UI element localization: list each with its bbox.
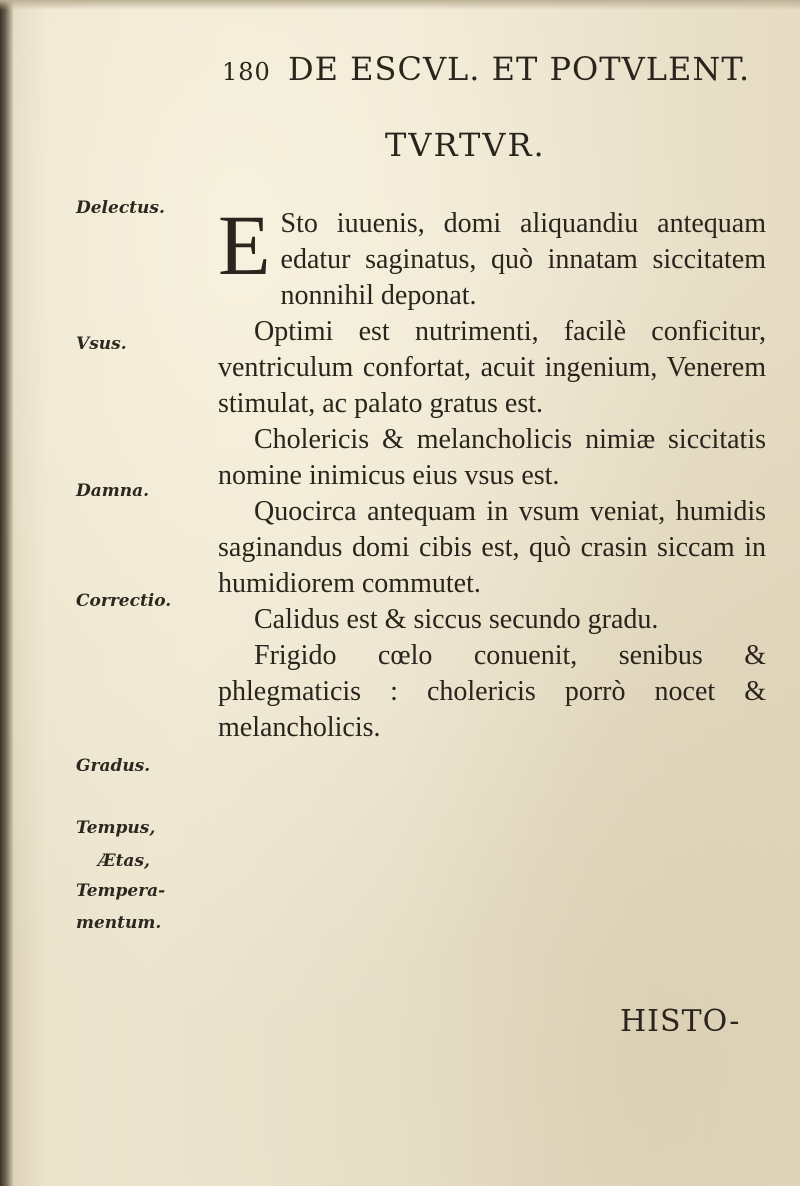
margin-note-damna: Damna. [76, 481, 150, 501]
margin-note-tempus: Tempus, [76, 818, 156, 838]
drop-cap-initial: E [218, 197, 271, 293]
margin-note-delectus: Delectus. [76, 198, 165, 218]
margin-note-usus: Vsus. [76, 334, 127, 354]
paragraph-gradus: Calidus est & siccus secundo gradu. [254, 604, 659, 635]
main-text [218, 197, 766, 746]
margin-note-temperamentum-1: Tempera- [76, 881, 166, 901]
margin-note-aetas: Ætas, [98, 851, 150, 871]
paragraph-tempus: Frigido cœlo conuenit, senibus & phlegmaticis : cholericis porrò nocet & melancholicis. [218, 640, 766, 743]
margin-note-gradus: Gradus. [76, 756, 151, 776]
paragraph-correctio: Quocirca antequam in vsum veniat, humidis saginandus domi cibis est, quò crasin siccam in humidiorem commutet. [218, 496, 766, 599]
paragraph-delectus-text: Sto iuuenis, domi aliquandiu antequam edatur saginatus, quò innatam siccitatem nonnihil deponat. [280, 208, 766, 311]
paragraph-damna: Cholericis & melancholicis nimiæ siccitatis nomine inimicus eius vsus est. [218, 424, 766, 491]
paragraph-delectus [218, 197, 766, 314]
paragraph-usus: Optimi est nutrimenti, facilè conficitur, ventriculum confortat, acuit ingenium, Venerem stimulat, ac palato gratus est. [218, 316, 766, 419]
section-title: TVRTVR. [385, 126, 546, 164]
running-head [222, 50, 782, 88]
margin-note-correctio: Correctio. [76, 591, 172, 611]
running-head-title: DE ESCVL. ET POTVLENT. [287, 50, 751, 88]
catchword: HISTO- [620, 1004, 741, 1039]
page-number: 180 [222, 58, 271, 86]
margin-note-temperamentum-2: mentum. [76, 913, 162, 933]
